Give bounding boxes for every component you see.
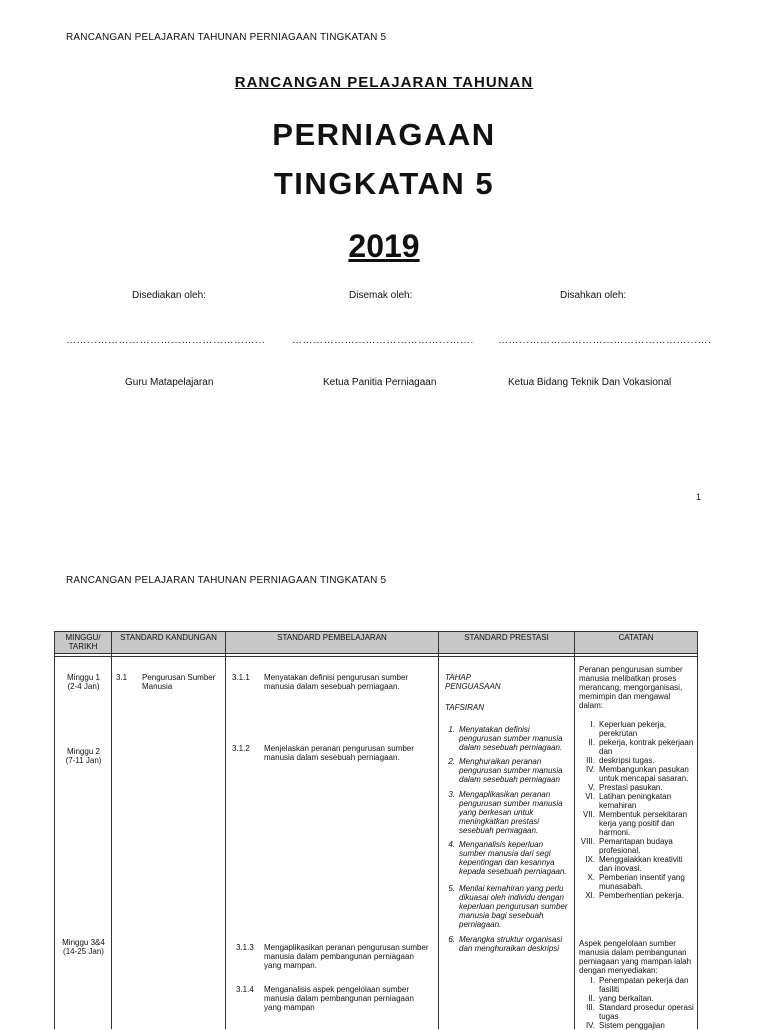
notes-list	[577, 720, 695, 900]
list-item: 1. Menyatakan definisi pengurusan sumber manusia dalam sesebuah perniagaan.	[448, 725, 563, 752]
notes-list-2	[577, 976, 695, 1030]
list-item: IX. Menggalakkan kreativiti dan inovasi.	[585, 855, 683, 873]
checked-label: Disemak oleh:	[349, 290, 413, 301]
subject-title: PERNIAGAAN	[272, 117, 496, 152]
table-header-row	[55, 632, 698, 654]
table-row	[55, 657, 698, 1030]
list-item: 3. Mengaplikasikan peranan pengurusan sumber manusia yang berkesan untuk meningkatkan prestasi sesebuah perniagaan.	[448, 790, 563, 835]
notes-intro-2: Aspek pengelolaan sumber manusia dalam pembangunan perniagaan yang mampan ialah dengan menyediakan:	[579, 939, 692, 975]
mastery-level-heading: TAHAP PENGUASAAN	[445, 673, 501, 691]
header-performance-standard: STANDARD PRESTASI	[439, 632, 575, 654]
list-item: I. Keperluan pekerja, perekrutan	[590, 720, 667, 738]
week-1: Minggu 1 (2-4 Jan)	[67, 673, 100, 691]
notes-cell	[575, 657, 698, 1030]
learning-text-2: Menjelaskan peranan pengurusan sumber manusia dalam sesebuah perniagaan.	[264, 744, 414, 762]
list-item: 2. Menghuraikan peranan pengurusan sumber manusia dalam sesebuah perniagaan	[448, 757, 563, 784]
content-text: Pengurusan Sumber Manusia	[142, 673, 216, 691]
performance-standard-cell	[439, 657, 575, 1030]
role-field-head: Ketua Bidang Teknik Dan Vokasional	[508, 377, 672, 388]
role-panel-head: Ketua Panitia Perniagaan	[323, 377, 437, 388]
learning-text-4: Menganalisis aspek pengelolaan sumber manusia dalam pembangunan perniagaan yang mampan	[264, 985, 414, 1012]
list-item: II. yang berkaitan.	[588, 994, 654, 1003]
running-header-page-2: RANCANGAN PELAJARAN TAHUNAN PERNIAGAAN TINGKATAN 5	[66, 575, 387, 586]
week-2: Minggu 2 (7-11 Jan)	[65, 747, 102, 765]
performance-list	[443, 725, 569, 953]
approved-label: Disahkan oleh:	[560, 290, 627, 301]
header-week: MINGGU/ TARIKH	[55, 632, 112, 654]
list-item: VII. Membentuk persekitaran kerja yang positif dan harmoni.	[582, 810, 688, 837]
list-item: 4. Menganalisis keperluan sumber manusia dari segi kepentingan dan kesannya kepada sesebuah perniagaan.	[448, 840, 567, 876]
learning-code-4: 3.1.4	[236, 985, 254, 994]
week-cell	[55, 657, 112, 1030]
list-item: X. Pemberian insentif yang munasabah.	[587, 873, 685, 891]
year-title: 2019	[348, 228, 420, 264]
prepared-label: Disediakan oleh:	[132, 290, 206, 301]
learning-code-1: 3.1.1	[232, 673, 250, 682]
signature-line-2: …………………………………………….	[292, 335, 474, 346]
role-teacher: Guru Matapelajaran	[125, 377, 214, 388]
list-item: II. pekerja, kontrak pekerjaan dan	[588, 738, 694, 756]
content-code: 3.1	[116, 673, 128, 682]
week-3-4: Minggu 3&4 (14-25 Jan)	[62, 938, 105, 956]
list-item: IV. Membangunkan pasukan untuk mencapai sasaran.	[585, 765, 689, 783]
list-item: IV. Sistem penggajian	[585, 1021, 665, 1030]
lesson-plan-table	[54, 631, 698, 1029]
header-content-standard: STANDARD KANDUNGAN	[112, 632, 226, 654]
learning-standard-cell	[226, 657, 439, 1030]
list-item: V. Prestasi pasukan.	[588, 783, 663, 792]
list-item: I. Penempatan pekerja dan fasiliti	[590, 976, 689, 994]
list-item: XI. Pemberhentian pekerja.	[585, 891, 684, 900]
signature-line-3: …………………………………………………….	[498, 335, 712, 346]
header-notes: CATATAN	[575, 632, 698, 654]
running-header: RANCANGAN PELAJARAN TAHUNAN PERNIAGAAN TINGKATAN 5	[66, 32, 387, 43]
header-learning-standard: STANDARD PEMBELAJARAN	[226, 632, 439, 654]
content-standard-cell	[112, 657, 226, 1030]
notes-intro: Peranan pengurusan sumber manusia melibatkan proses merancang, mengorganisasi, memimpin dan mengawal dalam:	[579, 665, 683, 710]
learning-text-1: Menyatakan definisi pengurusan sumber manusia dalam sesebuah perniagaan.	[264, 673, 409, 691]
list-item: III. Standard prosedur operasi tugas	[586, 1003, 694, 1021]
list-item: VI. Latihan peningkatan kemahiran	[585, 792, 672, 810]
signature-line-1: …………………………………………………	[66, 335, 266, 346]
learning-code-2: 3.1.2	[232, 744, 250, 753]
form-title: TINGKATAN 5	[273, 166, 495, 201]
document-title: RANCANGAN PELAJARAN TAHUNAN	[234, 74, 534, 91]
learning-code-3: 3.1.3	[236, 943, 254, 952]
list-item: 5. Menilai kemahiran yang perlu dikuasai oleh individu dengan keperluan pengurusan sumber manusia bagi sesebuah perniagaan.	[448, 884, 568, 929]
list-item: VIII. Pemantapan budaya profesional.	[580, 837, 673, 855]
list-item: 6. Merangka struktur organisasi dan menghuraikan deskripsi	[448, 935, 563, 953]
list-item: III. deskripsi tugas.	[586, 756, 655, 765]
learning-text-3: Mengaplikasikan peranan pengurusan sumber manusia dalam pembangunan perniagaan yang mampan.	[264, 943, 429, 970]
page-number: 1	[696, 492, 702, 502]
interpretation-heading: TAFSIRAN	[445, 703, 484, 712]
